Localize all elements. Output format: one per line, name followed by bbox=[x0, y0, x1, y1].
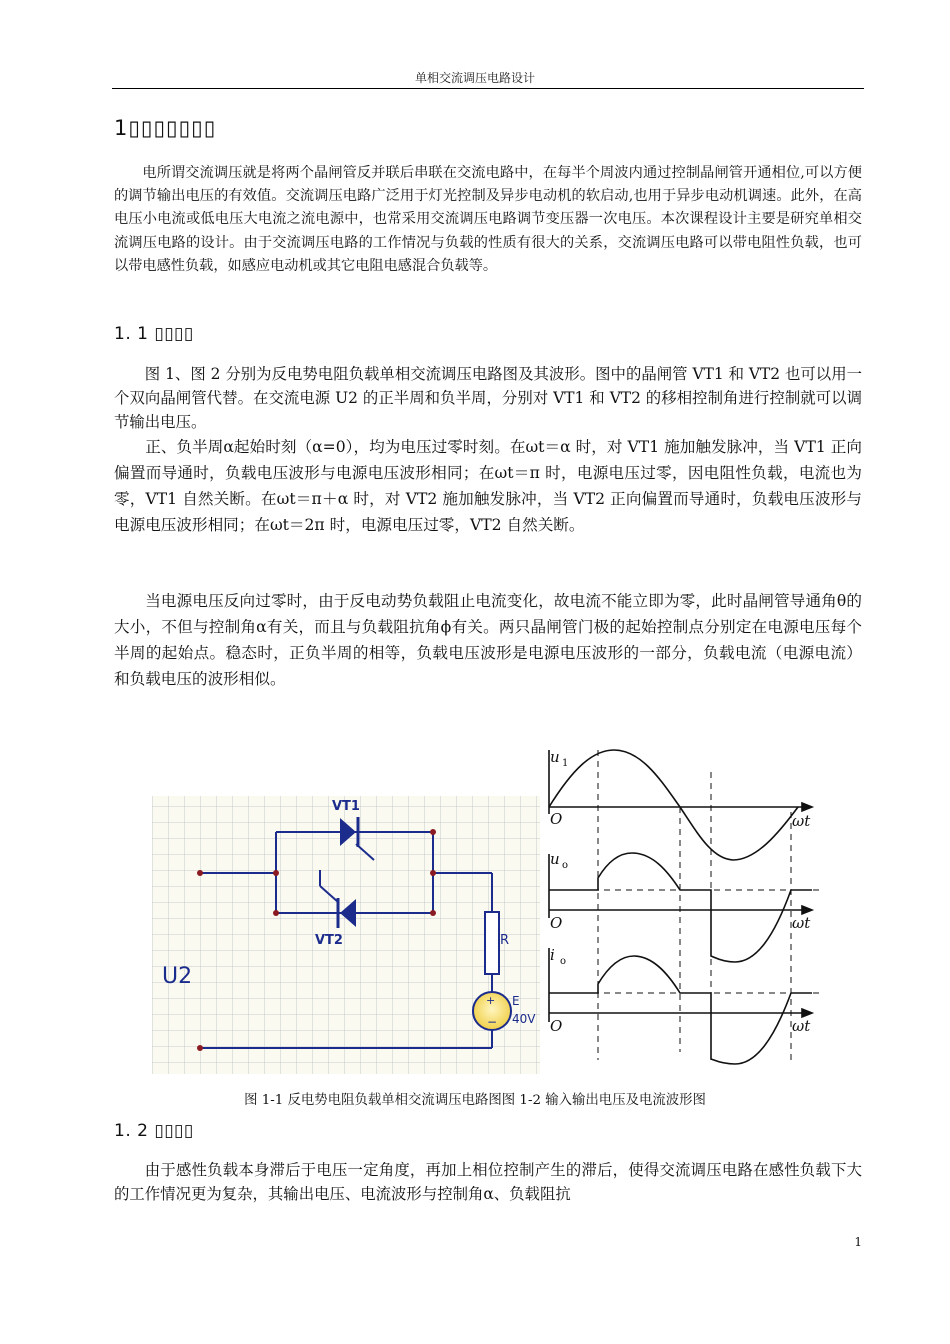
resistor-r bbox=[485, 912, 499, 974]
vt1-label: VT1 bbox=[332, 799, 360, 814]
section-heading-1: 1▯▯▯▯▯▯▯ bbox=[114, 116, 217, 140]
paragraph-1-1-a: 图 1、图 2 分别为反电势电阻负载单相交流调压电路图及其波形。图中的晶闸管 VT1 和 VT2 也可以用一个双向晶闸管代替。在交流电源 U2 的正半周和负半周，分别对 VT1 和 VT2 的移相控制角进行控制就可以调节输出电压。 bbox=[114, 365, 862, 432]
emf-plus-label: + bbox=[486, 994, 496, 1007]
header-rule bbox=[112, 88, 864, 89]
emf-minus-label: − bbox=[487, 1015, 498, 1029]
emf-value-label: 40V bbox=[512, 1012, 536, 1026]
resistor-label: R bbox=[500, 933, 510, 948]
figure-svg bbox=[152, 742, 820, 1074]
vt2-label: VT2 bbox=[315, 933, 343, 948]
page-number: 1 bbox=[854, 1235, 862, 1249]
paragraph-1-2-a: 由于感性负载本身滞后于电压一定角度，再加上相位控制产生的滞后，使得交流调压电路在感性负载下大的工作情况更为复杂，其输出电压、电流波形与控制角α、负载阻抗 bbox=[114, 1161, 862, 1204]
section-heading-1-1: 1. 1 ▯▯▯▯ bbox=[114, 324, 194, 344]
u1-subscript: 1 bbox=[562, 758, 569, 769]
circuit-diagram bbox=[152, 796, 540, 1074]
wt-label-2: ωt bbox=[792, 914, 811, 932]
figure-caption: 图 1-1 反电势电阻负载单相交流调压电路图图 1-2 输入输出电压及电流波形图 bbox=[244, 1093, 706, 1108]
source-u2-label: U2 bbox=[162, 964, 193, 989]
wt-label-1: ωt bbox=[792, 812, 811, 830]
io-label: i bbox=[550, 946, 555, 964]
figure-1 bbox=[152, 742, 820, 1074]
wt-label-3: ωt bbox=[792, 1017, 811, 1035]
section-heading-1-2: 1. 2 ▯▯▯▯ bbox=[114, 1121, 194, 1141]
uo-label: u bbox=[550, 850, 560, 868]
waveform-background bbox=[544, 742, 820, 1074]
io-subscript: o bbox=[560, 956, 567, 967]
origin-2: O bbox=[550, 914, 563, 932]
origin-3: O bbox=[550, 1017, 563, 1035]
u1-label: u bbox=[550, 748, 560, 766]
emf-label: E bbox=[512, 994, 520, 1008]
waveform-diagram bbox=[544, 742, 820, 1074]
paragraph-1-1-c: 当电源电压反向过零时，由于反电动势负载阻止电流变化，故电流不能立即为零，此时晶闸管导通角θ的大小，不但与控制角α有关，而且与负载阻抗角ϕ有关。两只晶闸管门极的起始控制点分别定在电源电压每个半周的起始点。稳态时，正负半周的相等，负载电压波形是电源电压波形的一部分，负载电流（电源电流）和负载电压的波形相似。 bbox=[114, 592, 862, 688]
origin-1: O bbox=[550, 810, 563, 828]
page-header: 单相交流调压电路设计 bbox=[414, 71, 535, 85]
uo-subscript: o bbox=[562, 860, 569, 871]
intro-paragraph: 电所谓交流调压就是将两个晶闸管反并联后串联在交流电路中，在每半个周波内通过控制晶闸管开通相位,可以方便的调节输出电压的有效值。交流调压电路广泛用于灯光控制及异步电动机的软启动,也用于异步电动机调速。此外，在高电压小电流或低电压大电流之流电源中，也常采用交流调压电路调节变压器一次电压。本次课程设计主要是研究单相交流调压电路的设计。由于交流调压电路的工作情况与负载的性质有很大的关系，交流调压电路可以带电阻性负载，也可以带电感性负载，如感应电动机或其它电阻电感混合负载等。 bbox=[114, 165, 862, 274]
paragraph-1-1-b: 正、负半周α起始时刻（α=0），均为电压过零时刻。在ωt＝α 时，对 VT1 施加触发脉冲，当 VT1 正向偏置而导通时，负载电压波形与电源电压波形相同；在ωt＝π 时，电源电压过零，因电阻性负载，电流也为零，VT1 自然关断。在ωt＝π＋α 时，对 VT2 施加触发脉冲，当 VT2 正向偏置而导通时，负载电压波形与电源电压波形相同；在ωt＝2π 时，电源电压过零，VT2 自然关断。 bbox=[114, 438, 862, 534]
